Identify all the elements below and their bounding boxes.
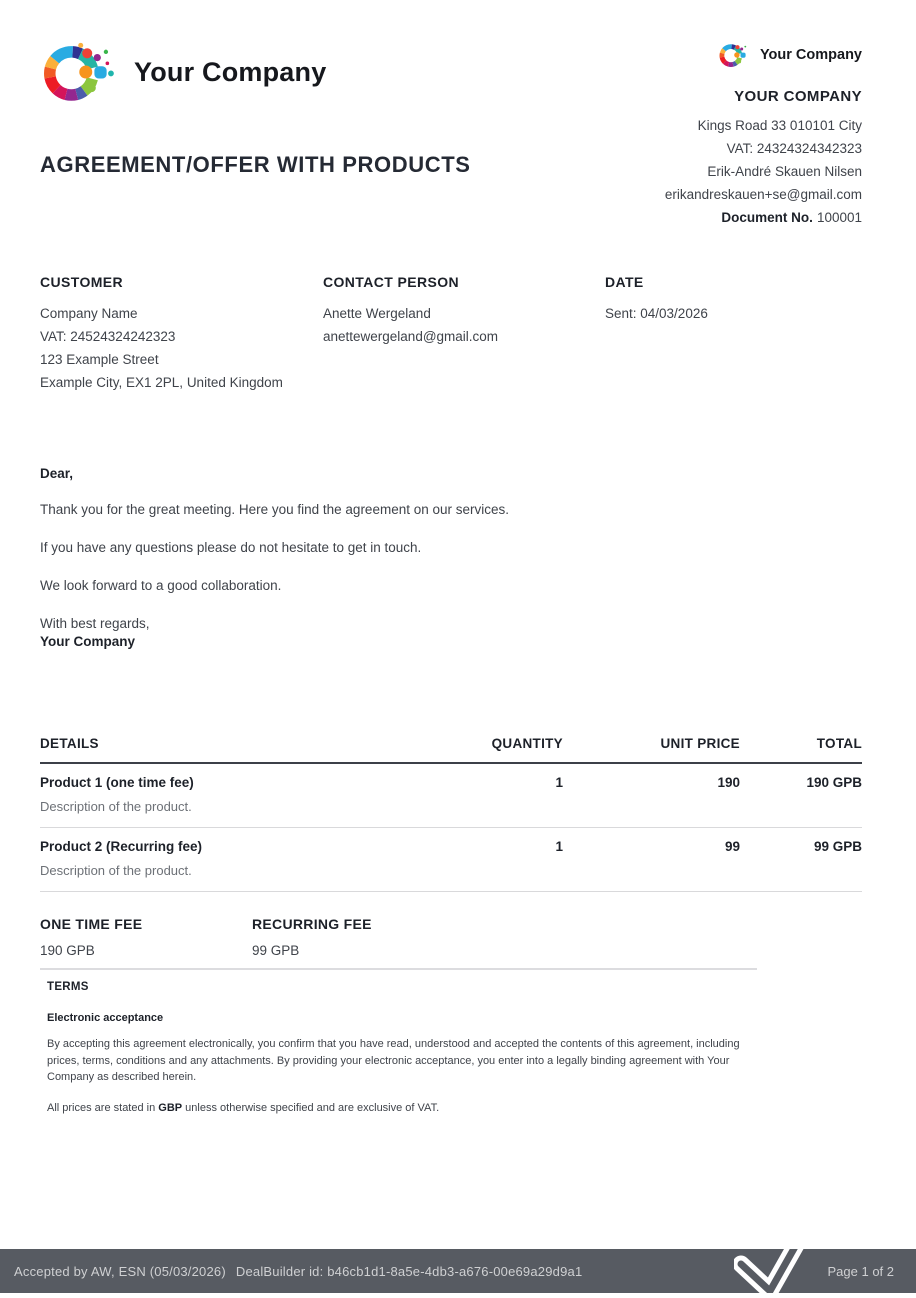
letter-paragraph: Thank you for the great meeting. Here you find the agreement on our services. xyxy=(40,502,510,517)
customer-name: Company Name xyxy=(40,306,138,321)
sender-contact-person: Erik-André Skauen Nilsen xyxy=(707,164,862,179)
footer-bar xyxy=(0,1249,916,1293)
column-header-total: TOTAL xyxy=(816,736,862,751)
page-bottom-edge xyxy=(0,1293,916,1298)
cover-letter xyxy=(40,466,780,649)
table-row xyxy=(40,828,862,892)
fee-summary xyxy=(40,916,757,958)
customer-heading: CUSTOMER xyxy=(40,274,124,290)
sender-company-name: YOUR COMPANY xyxy=(734,88,862,105)
terms-section xyxy=(40,968,757,1114)
terms-paragraph: By accepting this agreement electronically, you confirm that you have read, understood and accepted the contents of this agreement, including prices, terms, conditions and any attachments. By providing your electronic acceptance, you enter into a legally binding agreement with Your Company as described herein. xyxy=(47,1038,740,1083)
terms-note-prefix: All prices are stated in xyxy=(47,1101,159,1114)
customer-vat: VAT: 24524324242323 xyxy=(40,329,176,344)
product-total: 99 GPB xyxy=(813,839,862,854)
one-time-fee-value: 190 GPB xyxy=(40,943,95,958)
document-number-value: 100001 xyxy=(816,210,862,225)
one-time-fee xyxy=(40,916,252,958)
letter-signature: Your Company xyxy=(40,634,136,649)
sender-email: erikandreskauen+se@gmail.com xyxy=(664,187,862,202)
company-logo-small-icon xyxy=(718,40,751,70)
product-quantity: 1 xyxy=(555,839,563,854)
products-table xyxy=(40,736,862,892)
date-heading: DATE xyxy=(605,274,644,290)
header-brand xyxy=(40,36,326,108)
mini-brand-name: Your Company xyxy=(759,47,862,63)
product-total: 190 GPB xyxy=(806,775,862,790)
product-description: Description of the product. xyxy=(40,799,192,814)
customer-street: 123 Example Street xyxy=(40,352,159,367)
parties-info xyxy=(40,274,862,394)
date-block xyxy=(605,274,862,394)
document-number-label: Document No. xyxy=(721,210,813,225)
accepted-by-text: Accepted by AW, ESN (05/03/2026) xyxy=(14,1263,226,1279)
contact-name: Anette Wergeland xyxy=(323,306,431,321)
contact-heading: CONTACT PERSON xyxy=(323,274,460,290)
brand-name: Your Company xyxy=(134,56,327,87)
mini-brand xyxy=(665,40,862,70)
products-table-header xyxy=(40,736,862,764)
company-logo-icon xyxy=(40,36,120,108)
terms-heading: TERMS xyxy=(47,981,89,993)
sender-address: Kings Road 33 010101 City xyxy=(697,118,862,133)
contact-person-block xyxy=(323,274,605,394)
footer-acceptance xyxy=(14,1264,582,1279)
terms-subheading: Electronic acceptance xyxy=(47,1012,164,1024)
product-quantity: 1 xyxy=(555,775,563,790)
table-row xyxy=(40,764,862,828)
terms-note-suffix: unless otherwise specified and are exclusive of VAT. xyxy=(182,1101,440,1114)
letter-paragraph: We look forward to a good collaboration. xyxy=(40,578,282,593)
product-name: Product 2 (Recurring fee) xyxy=(40,839,203,854)
product-unit-price: 190 xyxy=(717,775,740,790)
column-header-quantity: QUANTITY xyxy=(491,736,563,751)
letter-salutation: Dear, xyxy=(40,466,74,481)
document-number xyxy=(665,206,862,229)
one-time-fee-label: ONE TIME FEE xyxy=(40,916,143,932)
dealbuilder-id-text: DealBuilder id: b46cb1d1-8a5e-4db3-a676-00e69a29d9a1 xyxy=(235,1263,583,1279)
recurring-fee-value: 99 GPB xyxy=(252,943,300,958)
column-header-unit-price: UNIT PRICE xyxy=(660,736,740,751)
product-name: Product 1 (one time fee) xyxy=(40,775,194,790)
customer-block xyxy=(40,274,323,394)
letter-closing: With best regards, xyxy=(40,616,150,631)
column-header-details: DETAILS xyxy=(40,736,99,751)
letter-paragraph: If you have any questions please do not hesitate to get in touch. xyxy=(40,540,422,555)
recurring-fee xyxy=(252,916,464,958)
customer-city: Example City, EX1 2PL, United Kingdom xyxy=(40,375,283,390)
sender-vat: VAT: 24324324342323 xyxy=(726,141,862,156)
product-description: Description of the product. xyxy=(40,863,192,878)
sender-block xyxy=(665,40,862,229)
product-unit-price: 99 xyxy=(724,839,740,854)
terms-price-note xyxy=(47,1102,757,1114)
date-sent: Sent: 04/03/2026 xyxy=(605,306,708,321)
contact-email: anettewergeland@gmail.com xyxy=(323,329,499,344)
page-indicator: Page 1 of 2 xyxy=(827,1263,894,1279)
terms-note-currency: GBP xyxy=(158,1101,183,1114)
page-title: AGREEMENT/OFFER WITH PRODUCTS xyxy=(40,152,471,177)
recurring-fee-label: RECURRING FEE xyxy=(252,916,372,932)
